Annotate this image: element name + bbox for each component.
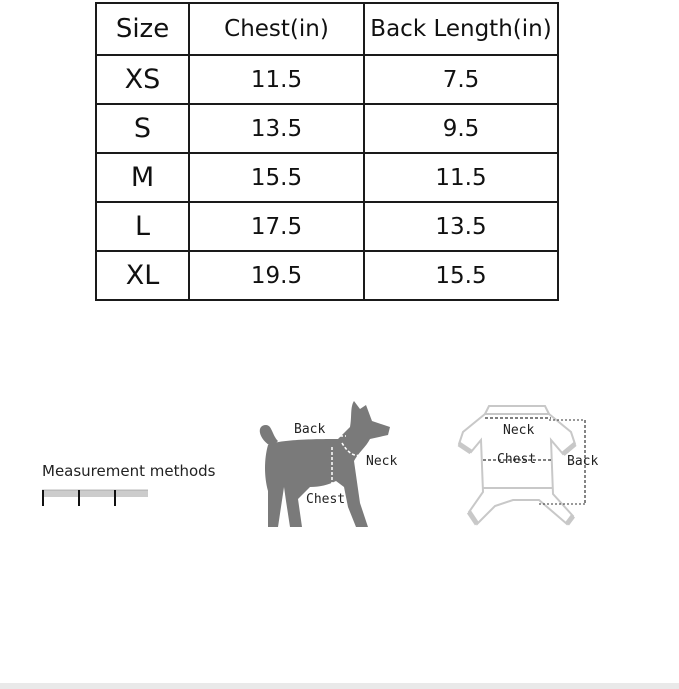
chest-cell: 15.5 [189, 153, 364, 202]
dog-measurement-figure [250, 395, 410, 535]
suit-back-label: Back [567, 454, 599, 469]
measurement-methods [42, 462, 216, 480]
header-chest: Chest(in) [189, 3, 364, 55]
back-length-cell: 7.5 [364, 55, 558, 104]
ruler-icon [42, 486, 152, 510]
table-row [96, 251, 558, 300]
table-header-row [96, 3, 558, 55]
size-cell: XS [96, 55, 189, 104]
suit-neck-label: Neck [503, 423, 535, 438]
jumpsuit-measurement-figure [455, 400, 605, 535]
back-length-cell: 11.5 [364, 153, 558, 202]
dog-neck-label: Neck [366, 454, 398, 469]
size-chart-table [95, 2, 559, 301]
chest-cell: 11.5 [189, 55, 364, 104]
dog-back-label: Back [294, 422, 326, 437]
measurement-methods-label: Measurement methods [42, 462, 216, 480]
chest-cell: 17.5 [189, 202, 364, 251]
size-cell: L [96, 202, 189, 251]
bottom-divider [0, 683, 679, 689]
chest-cell: 19.5 [189, 251, 364, 300]
table-row [96, 153, 558, 202]
size-cell: M [96, 153, 189, 202]
size-cell: XL [96, 251, 189, 300]
back-length-cell: 15.5 [364, 251, 558, 300]
table-row [96, 202, 558, 251]
back-length-cell: 9.5 [364, 104, 558, 153]
header-back-length: Back Length(in) [364, 3, 558, 55]
header-size: Size [96, 3, 189, 55]
back-length-cell: 13.5 [364, 202, 558, 251]
table-row [96, 55, 558, 104]
dog-chest-label: Chest [306, 492, 346, 507]
table-row [96, 104, 558, 153]
size-cell: S [96, 104, 189, 153]
suit-chest-label: Chest [497, 452, 537, 467]
chest-cell: 13.5 [189, 104, 364, 153]
